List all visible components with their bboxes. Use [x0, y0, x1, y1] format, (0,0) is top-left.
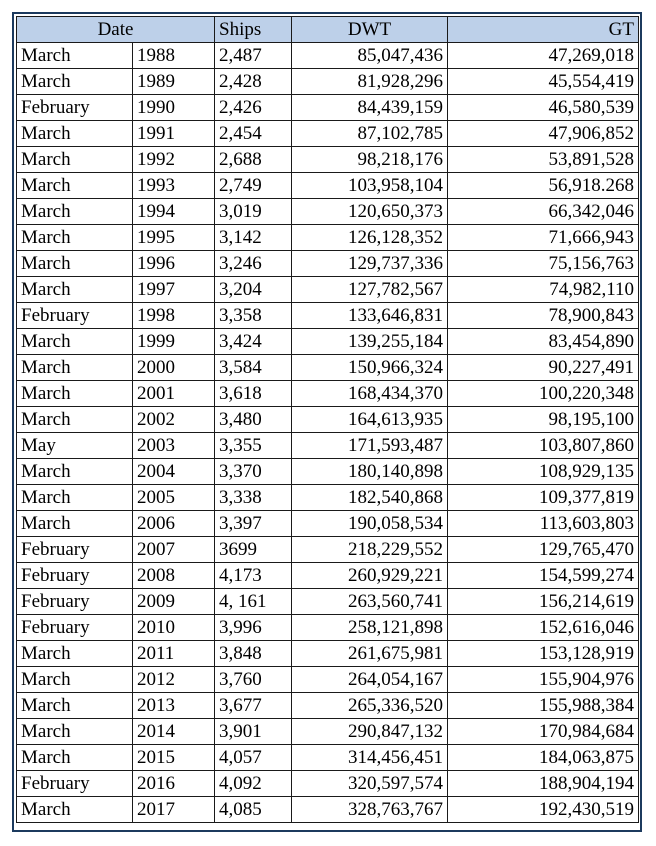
cell-dwt: 314,456,451 — [292, 745, 448, 771]
cell-gt: 78,900,843 — [448, 303, 639, 329]
cell-gt: 129,765,470 — [448, 537, 639, 563]
cell-ships: 2,428 — [215, 69, 292, 95]
header-gt: GT — [448, 17, 639, 43]
cell-gt: 53,891,528 — [448, 147, 639, 173]
cell-ships: 3,848 — [215, 641, 292, 667]
cell-gt: 103,807,860 — [448, 433, 639, 459]
cell-dwt: 171,593,487 — [292, 433, 448, 459]
cell-ships: 3,370 — [215, 459, 292, 485]
cell-year: 2000 — [133, 355, 215, 381]
cell-year: 1996 — [133, 251, 215, 277]
cell-gt: 71,666,943 — [448, 225, 639, 251]
cell-ships: 3,760 — [215, 667, 292, 693]
cell-gt: 75,156,763 — [448, 251, 639, 277]
cell-gt: 152,616,046 — [448, 615, 639, 641]
table-row — [17, 797, 639, 823]
cell-year: 1997 — [133, 277, 215, 303]
cell-month: March — [17, 797, 133, 823]
table-row — [17, 615, 639, 641]
cell-month: March — [17, 69, 133, 95]
cell-month: February — [17, 563, 133, 589]
cell-dwt: 84,439,159 — [292, 95, 448, 121]
table-row — [17, 121, 639, 147]
cell-dwt: 290,847,132 — [292, 719, 448, 745]
table-row — [17, 771, 639, 797]
cell-ships: 4,057 — [215, 745, 292, 771]
table-row — [17, 563, 639, 589]
cell-year: 1989 — [133, 69, 215, 95]
cell-dwt: 190,058,534 — [292, 511, 448, 537]
cell-gt: 155,988,384 — [448, 693, 639, 719]
cell-ships: 3,996 — [215, 615, 292, 641]
cell-year: 2003 — [133, 433, 215, 459]
fleet-statistics-table — [16, 16, 639, 823]
cell-month: March — [17, 485, 133, 511]
cell-year: 2009 — [133, 589, 215, 615]
cell-year: 1999 — [133, 329, 215, 355]
table-header — [17, 17, 639, 43]
table-row — [17, 745, 639, 771]
cell-year: 2004 — [133, 459, 215, 485]
cell-gt: 56,918.268 — [448, 173, 639, 199]
cell-ships: 3,397 — [215, 511, 292, 537]
cell-gt: 47,269,018 — [448, 43, 639, 69]
cell-gt: 109,377,819 — [448, 485, 639, 511]
cell-month: March — [17, 641, 133, 667]
cell-ships: 4, 161 — [215, 589, 292, 615]
table-frame — [12, 12, 642, 832]
cell-year: 2015 — [133, 745, 215, 771]
cell-ships: 3699 — [215, 537, 292, 563]
header-dwt: DWT — [292, 17, 448, 43]
cell-dwt: 98,218,176 — [292, 147, 448, 173]
table-body — [17, 43, 639, 823]
cell-year: 2010 — [133, 615, 215, 641]
cell-dwt: 120,650,373 — [292, 199, 448, 225]
cell-month: February — [17, 589, 133, 615]
cell-month: March — [17, 511, 133, 537]
cell-year: 1990 — [133, 95, 215, 121]
table-row — [17, 225, 639, 251]
cell-year: 1988 — [133, 43, 215, 69]
cell-month: February — [17, 615, 133, 641]
cell-month: March — [17, 355, 133, 381]
cell-gt: 188,904,194 — [448, 771, 639, 797]
table-row — [17, 485, 639, 511]
cell-ships: 2,454 — [215, 121, 292, 147]
table-row — [17, 537, 639, 563]
table-row — [17, 147, 639, 173]
cell-year: 2008 — [133, 563, 215, 589]
cell-gt: 108,929,135 — [448, 459, 639, 485]
cell-dwt: 127,782,567 — [292, 277, 448, 303]
cell-ships: 3,424 — [215, 329, 292, 355]
header-row — [17, 17, 639, 43]
cell-dwt: 218,229,552 — [292, 537, 448, 563]
table-row — [17, 199, 639, 225]
table-row — [17, 719, 639, 745]
table-row — [17, 69, 639, 95]
cell-month: February — [17, 95, 133, 121]
cell-ships: 2,749 — [215, 173, 292, 199]
cell-ships: 3,204 — [215, 277, 292, 303]
cell-year: 2001 — [133, 381, 215, 407]
table-row — [17, 251, 639, 277]
cell-month: March — [17, 173, 133, 199]
cell-ships: 3,677 — [215, 693, 292, 719]
table-row — [17, 407, 639, 433]
cell-year: 2011 — [133, 641, 215, 667]
cell-dwt: 261,675,981 — [292, 641, 448, 667]
cell-gt: 100,220,348 — [448, 381, 639, 407]
cell-ships: 3,480 — [215, 407, 292, 433]
cell-month: March — [17, 745, 133, 771]
table-row — [17, 641, 639, 667]
table-row — [17, 511, 639, 537]
cell-dwt: 133,646,831 — [292, 303, 448, 329]
cell-month: March — [17, 43, 133, 69]
cell-month: March — [17, 719, 133, 745]
table-row — [17, 433, 639, 459]
cell-month: March — [17, 693, 133, 719]
cell-month: March — [17, 199, 133, 225]
table-row — [17, 589, 639, 615]
cell-ships: 3,901 — [215, 719, 292, 745]
cell-dwt: 81,928,296 — [292, 69, 448, 95]
table-row — [17, 693, 639, 719]
cell-ships: 3,338 — [215, 485, 292, 511]
cell-gt: 66,342,046 — [448, 199, 639, 225]
table-row — [17, 459, 639, 485]
cell-month: February — [17, 537, 133, 563]
header-ships: Ships — [215, 17, 292, 43]
cell-year: 2012 — [133, 667, 215, 693]
cell-month: March — [17, 277, 133, 303]
cell-ships: 2,426 — [215, 95, 292, 121]
cell-year: 1993 — [133, 173, 215, 199]
cell-gt: 74,982,110 — [448, 277, 639, 303]
cell-month: March — [17, 147, 133, 173]
cell-gt: 192,430,519 — [448, 797, 639, 823]
cell-year: 2007 — [133, 537, 215, 563]
table-row — [17, 43, 639, 69]
table-row — [17, 667, 639, 693]
cell-month: March — [17, 225, 133, 251]
cell-gt: 83,454,890 — [448, 329, 639, 355]
cell-gt: 155,904,976 — [448, 667, 639, 693]
cell-ships: 3,019 — [215, 199, 292, 225]
table-row — [17, 381, 639, 407]
table-row — [17, 355, 639, 381]
cell-dwt: 168,434,370 — [292, 381, 448, 407]
cell-gt: 156,214,619 — [448, 589, 639, 615]
cell-month: March — [17, 381, 133, 407]
cell-dwt: 150,966,324 — [292, 355, 448, 381]
cell-gt: 45,554,419 — [448, 69, 639, 95]
table-row — [17, 329, 639, 355]
table-row — [17, 277, 639, 303]
cell-dwt: 103,958,104 — [292, 173, 448, 199]
cell-ships: 3,355 — [215, 433, 292, 459]
cell-year: 1995 — [133, 225, 215, 251]
cell-year: 2017 — [133, 797, 215, 823]
cell-month: March — [17, 329, 133, 355]
cell-gt: 184,063,875 — [448, 745, 639, 771]
cell-dwt: 129,737,336 — [292, 251, 448, 277]
cell-gt: 154,599,274 — [448, 563, 639, 589]
cell-year: 2002 — [133, 407, 215, 433]
cell-year: 2016 — [133, 771, 215, 797]
cell-ships: 2,688 — [215, 147, 292, 173]
cell-dwt: 87,102,785 — [292, 121, 448, 147]
cell-dwt: 85,047,436 — [292, 43, 448, 69]
cell-month: February — [17, 771, 133, 797]
cell-dwt: 260,929,221 — [292, 563, 448, 589]
cell-gt: 170,984,684 — [448, 719, 639, 745]
table-row — [17, 303, 639, 329]
cell-dwt: 182,540,868 — [292, 485, 448, 511]
cell-gt: 153,128,919 — [448, 641, 639, 667]
cell-gt: 46,580,539 — [448, 95, 639, 121]
table-row — [17, 95, 639, 121]
cell-year: 1992 — [133, 147, 215, 173]
header-date: Date — [17, 17, 215, 43]
cell-dwt: 263,560,741 — [292, 589, 448, 615]
cell-gt: 113,603,803 — [448, 511, 639, 537]
cell-year: 2006 — [133, 511, 215, 537]
cell-year: 2005 — [133, 485, 215, 511]
cell-ships: 3,584 — [215, 355, 292, 381]
cell-year: 2013 — [133, 693, 215, 719]
cell-gt: 90,227,491 — [448, 355, 639, 381]
cell-month: March — [17, 251, 133, 277]
cell-gt: 47,906,852 — [448, 121, 639, 147]
cell-dwt: 258,121,898 — [292, 615, 448, 641]
cell-dwt: 264,054,167 — [292, 667, 448, 693]
cell-month: March — [17, 459, 133, 485]
cell-month: March — [17, 667, 133, 693]
cell-ships: 2,487 — [215, 43, 292, 69]
cell-dwt: 126,128,352 — [292, 225, 448, 251]
cell-dwt: 164,613,935 — [292, 407, 448, 433]
cell-gt: 98,195,100 — [448, 407, 639, 433]
cell-year: 1994 — [133, 199, 215, 225]
cell-ships: 3,358 — [215, 303, 292, 329]
cell-year: 1991 — [133, 121, 215, 147]
table-row — [17, 173, 639, 199]
cell-ships: 4,173 — [215, 563, 292, 589]
cell-dwt: 139,255,184 — [292, 329, 448, 355]
cell-dwt: 328,763,767 — [292, 797, 448, 823]
cell-ships: 4,092 — [215, 771, 292, 797]
cell-ships: 3,246 — [215, 251, 292, 277]
cell-dwt: 265,336,520 — [292, 693, 448, 719]
cell-dwt: 180,140,898 — [292, 459, 448, 485]
cell-ships: 3,142 — [215, 225, 292, 251]
cell-year: 2014 — [133, 719, 215, 745]
cell-ships: 3,618 — [215, 381, 292, 407]
cell-month: February — [17, 303, 133, 329]
cell-dwt: 320,597,574 — [292, 771, 448, 797]
cell-month: March — [17, 121, 133, 147]
cell-month: May — [17, 433, 133, 459]
cell-year: 1998 — [133, 303, 215, 329]
cell-ships: 4,085 — [215, 797, 292, 823]
cell-month: March — [17, 407, 133, 433]
